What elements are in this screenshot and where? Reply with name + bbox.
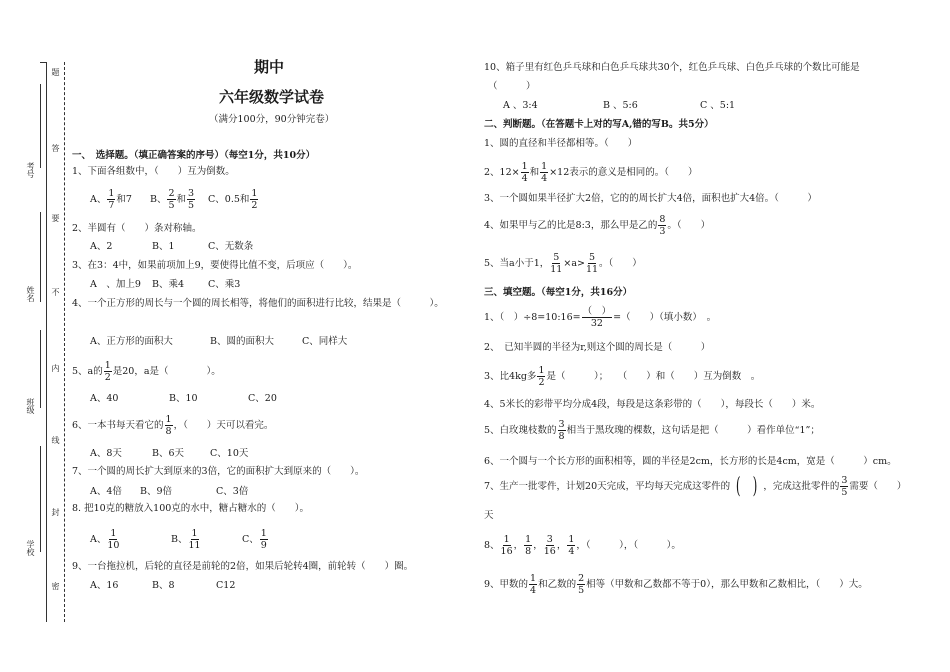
option-b[interactable]: B、乘4 (152, 279, 185, 290)
question-text: 2、半圆有（ ）条对称轴。 (72, 223, 202, 234)
question-text: 10、箱子里有红色乒乓球和白色乒乓球共30个，红色乒乓球、白色乒乓球的个数比可能是 (484, 62, 860, 73)
option-c[interactable]: C、乘3 (208, 279, 241, 290)
option-c[interactable]: C、20 (248, 393, 277, 404)
question-text: 天 (484, 510, 494, 521)
paren-blank[interactable]: ( ) (735, 473, 758, 499)
option-b[interactable]: B、1 (152, 241, 175, 252)
question-text: 3、在3：4中，如果前项加上9，要使得比值不变，后项应（ ）。 (72, 260, 358, 271)
class-line[interactable] (40, 330, 41, 408)
question-text: 9、甲数的 $\frac{1}{4}$ 和乙数的 $\frac{2}{5}$ 相等（甲数和乙数都不等于0），那么甲数和乙数相比，（ ）大。 (484, 573, 868, 596)
option-b[interactable]: B、8 (152, 580, 175, 591)
seal-char: 内 (51, 364, 60, 372)
option-c[interactable]: C、10天 (210, 448, 249, 459)
option-c[interactable]: C、0.5和 $\frac{1}{2}$ (208, 188, 258, 211)
option-a[interactable]: A 、3:4 (503, 100, 538, 111)
school-label: 学校 (26, 540, 35, 556)
question-text: 9、一台拖拉机，后轮的直径是前轮的2倍，如果后轮转4圈，前轮转（ ）圈。 (72, 561, 414, 572)
question-text: 1、（ ）÷8=10:16= $\frac{( )}{32}$ =（ ）（填小数） 。 (484, 306, 717, 329)
question-text: 3、一个圆如果半径扩大2倍，它的的周长扩大4倍，面积也扩大4倍。（ ） (484, 193, 817, 204)
option-a[interactable]: A、8天 (90, 448, 122, 459)
exam-title: 期中 (254, 58, 285, 76)
seal-char: 要 (51, 214, 60, 222)
seal-char: 不 (51, 288, 60, 296)
option-a[interactable]: A、4倍 (90, 486, 122, 497)
seal-char: 线 (51, 436, 60, 444)
option-b[interactable]: B、10 (169, 393, 198, 404)
option-c[interactable]: C 、5:1 (700, 100, 736, 111)
option-c[interactable]: C、3倍 (216, 486, 249, 497)
question-text: 5、白玫瑰枝数的 $\frac{3}{8}$ 相当于黑玫瑰的棵数，这句话是把（ ）看作单位“1”； (484, 419, 820, 442)
exam-subtitle: 六年级数学试卷 (219, 88, 325, 106)
question-text: 3、比4kg多 $\frac{1}{2}$ 是（ ）； （ ）和（ ）互为倒数 。 (484, 365, 761, 388)
option-c[interactable]: C12 (216, 580, 236, 591)
question-text: 7、生产一批零件，计划20天完成，平均每天完成这零件的 ( ) ，完成这批零件的 $\frac{3}{5}$ 需要（ ） (484, 473, 907, 499)
school-line[interactable] (40, 446, 41, 552)
class-label: 班级 (26, 398, 35, 414)
section-heading: 二、判断题。（在答题卡上对的写A,错的写B。共5分） (484, 119, 714, 130)
option-a[interactable]: A 、加上9 (90, 279, 141, 290)
option-b[interactable]: B、6天 (152, 448, 185, 459)
section-heading: 一、 选择题。（填正确答案的序号）（每空1分，共10分） (72, 150, 316, 161)
question-text: 4、5米长的彩带平均分成4段，每段是这条彩带的（ ），每段长（ ）米。 (484, 399, 821, 410)
option-c[interactable]: C、同样大 (302, 336, 348, 347)
name-line[interactable] (40, 212, 41, 302)
question-text: 4、一个正方形的周长与一个圆的周长相等，将他们的面积进行比较，结果是（ ）。 (72, 298, 444, 309)
question-text: 1、下面各组数中，（ ）互为倒数。 (72, 166, 235, 177)
option-b[interactable]: B、 $\frac{2}{5}$ 和 $\frac{3}{5}$ (150, 188, 195, 211)
option-a[interactable]: A、16 (90, 580, 119, 591)
option-a[interactable]: A、正方形的面积大 (90, 336, 173, 347)
question-text: 5、当a小于1， $\frac{5}{11}$ ×a> $\frac{5}{11}$ 。（ ） (484, 252, 642, 275)
option-a[interactable]: A、40 (90, 393, 119, 404)
question-text: 2、 已知半圆的半径为r,则这个圆的周长是（ ） (484, 342, 711, 353)
question-text: 5、a的 $\frac{1}{2}$ 是20，a是（ ）。 (72, 360, 221, 383)
question-text: 6、一个圆与一个长方形的面积相等，圆的半径是2cm，长方形的长是4cm，宽是（ ）cm。 (484, 456, 897, 467)
binding-line-outer (46, 62, 47, 622)
binding-line-dashed (64, 62, 65, 622)
binding-tick (40, 62, 47, 63)
option-b[interactable]: B、圆的面积大 (210, 336, 274, 347)
seal-char: 密 (51, 582, 60, 590)
exam-note: （满分100分，90分钟完卷） (209, 114, 335, 125)
seal-char: 题 (51, 68, 60, 76)
question-text: 7、一个圆的周长扩大到原来的3倍，它的面积扩大到原来的（ ）。 (72, 466, 365, 477)
question-text: 1、圆的直径和半径都相等。（ ） (484, 138, 638, 149)
seal-char: 封 (51, 508, 60, 516)
section-heading: 三、填空题。（每空1分，共16分） (484, 287, 633, 298)
option-b[interactable]: B 、5:6 (603, 100, 638, 111)
name-label: 姓名 (26, 286, 35, 302)
option-a[interactable]: A、 $\frac{1}{7}$ 和7 (90, 188, 132, 211)
option-a[interactable]: A、 $\frac{1}{10}$ (90, 528, 120, 551)
seal-char: 答 (51, 144, 60, 152)
option-a[interactable]: A、2 (90, 241, 113, 252)
answer-blank[interactable]: （ ） (488, 81, 536, 92)
option-b[interactable]: B、 $\frac{1}{11}$ (171, 528, 201, 551)
exam-number-label: 考号 (26, 162, 35, 178)
option-c[interactable]: C、无数条 (208, 241, 254, 252)
option-c[interactable]: C、 $\frac{1}{9}$ (242, 528, 267, 551)
question-text: 6、一本书每天看它的 $\frac{1}{8}$ ，（ ）天可以看完。 (72, 414, 274, 437)
option-b[interactable]: B、9倍 (140, 486, 173, 497)
question-text: 4、如果甲与乙的比是8:3，那么甲是乙的 $\frac{8}{3}$ 。（ ） (484, 214, 711, 237)
question-text: 8、 $\frac{1}{16}$ ， $\frac{1}{8}$ ， $\frac{3}{16}$ ， $\frac{1}{4}$ ，（ ），（ ）。 (484, 534, 681, 557)
exam-number-line[interactable] (40, 84, 41, 168)
question-text: 2、12× $\frac{1}{4}$ 和 $\frac{1}{4}$ ×12表示的意义是相同的。（ ） (484, 161, 698, 184)
question-text: 8. 把10克的糖放入100克的水中，糖占糖水的（ ）。 (72, 503, 310, 514)
